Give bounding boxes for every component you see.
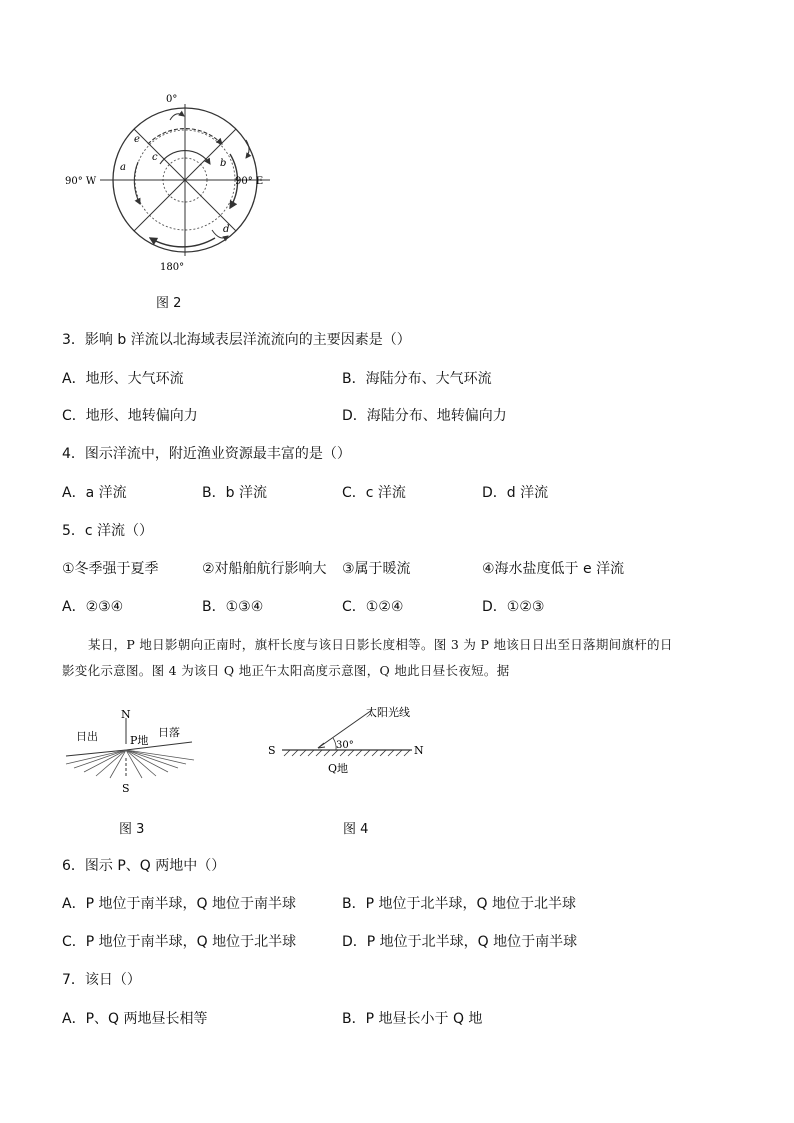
fig3-south: S	[122, 782, 130, 795]
q4-stem: 4．图示洋流中，附近渔业资源最丰富的是（）	[62, 446, 351, 462]
q7-option-a[interactable]: A．P、Q 两地昼长相等	[62, 1011, 208, 1027]
q6-option-a[interactable]: A．P 地位于南半球，Q 地位于南半球	[62, 896, 296, 912]
q5-option-a[interactable]: A．②③④	[62, 599, 124, 615]
q3-option-c[interactable]: C．地形、地转偏向力	[62, 408, 198, 424]
passage-line-2: 影变化示意图。图 4 为该日 Q 地正午太阳高度示意图，Q 地此日昼长夜短。据	[62, 663, 510, 678]
fig3-sunset: 日落	[158, 726, 180, 739]
label-e: e	[134, 134, 140, 145]
q5-option-c[interactable]: C．①②④	[342, 599, 404, 615]
label-180deg: 180°	[160, 262, 185, 272]
q4-option-a[interactable]: A．a 洋流	[62, 485, 127, 501]
q5-statement-4: ④海水盐度低于 e 洋流	[482, 561, 625, 577]
q5-option-d[interactable]: D．①②③	[482, 599, 545, 615]
fig3-place: P地	[130, 734, 149, 747]
q4-option-d[interactable]: D．d 洋流	[482, 485, 549, 501]
q3-option-d[interactable]: D．海陆分布、地转偏向力	[342, 408, 507, 424]
label-b: b	[220, 158, 227, 169]
figure4-sun-altitude-diagram	[266, 702, 446, 794]
fig4-sunlight-label: 太阳光线	[366, 706, 410, 719]
q6-option-d[interactable]: D．P 地位于北半球，Q 地位于南半球	[342, 934, 578, 950]
q3-option-b[interactable]: B．海陆分布、大气环流	[342, 371, 492, 387]
figure2-caption: 图 2	[156, 296, 182, 311]
figure4-caption: 图 4	[343, 822, 369, 837]
q4-option-c[interactable]: C．c 洋流	[342, 485, 406, 501]
passage-line-1: 某日，P 地日影朝向正南时，旗杆长度与该日日影长度相等。图 3 为 P 地该日日出至日落期间旗杆的日	[88, 637, 673, 652]
figure2-polar-diagram	[60, 92, 280, 272]
fig3-sunrise: 日出	[76, 730, 98, 743]
q6-stem: 6．图示 P、Q 两地中（）	[62, 858, 226, 874]
label-90w: 90° W	[65, 176, 97, 187]
q6-option-b[interactable]: B．P 地位于北半球，Q 地位于北半球	[342, 896, 576, 912]
q5-statement-3: ③属于暖流	[342, 561, 411, 577]
fig4-north: N	[414, 744, 424, 757]
q5-statement-2: ②对船舶航行影响大	[202, 561, 327, 577]
q5-option-b[interactable]: B．①③④	[202, 599, 264, 615]
q4-option-b[interactable]: B．b 洋流	[202, 485, 267, 501]
q5-statement-1: ①冬季强于夏季	[62, 561, 159, 577]
figure3-shadow-diagram	[62, 706, 202, 796]
q7-stem: 7．该日（）	[62, 972, 141, 988]
label-0deg: 0°	[166, 94, 178, 105]
label-a: a	[120, 162, 126, 173]
q3-option-a[interactable]: A．地形、大气环流	[62, 371, 184, 387]
label-c: c	[152, 152, 158, 163]
fig3-north: N	[121, 708, 131, 721]
current-arc-d	[150, 238, 215, 247]
figure3-caption: 图 3	[119, 822, 145, 837]
q7-option-b[interactable]: B．P 地昼长小于 Q 地	[342, 1011, 483, 1027]
label-90e: 90° E	[235, 176, 264, 187]
q3-stem: 3．影响 b 洋流以北海域表层洋流流向的主要因素是（）	[62, 332, 411, 348]
fig4-south: S	[268, 744, 276, 757]
fig4-angle: 30°	[336, 740, 354, 751]
fig4-place: Q地	[328, 762, 349, 775]
q6-option-c[interactable]: C．P 地位于南半球，Q 地位于北半球	[62, 934, 297, 950]
q5-stem: 5．c 洋流（）	[62, 523, 154, 539]
label-d: d	[223, 224, 230, 235]
